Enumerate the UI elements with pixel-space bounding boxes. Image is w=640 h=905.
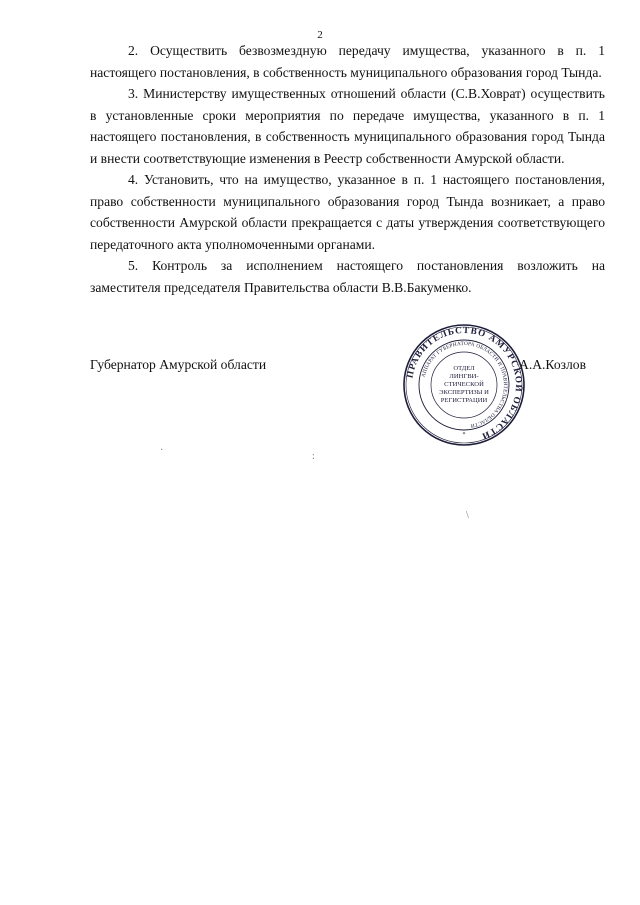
seal-center-text xyxy=(439,365,489,404)
signatory-position: Губернатор Амурской области xyxy=(90,357,267,372)
page-number: 2 xyxy=(317,29,323,41)
seal-center-line: РЕГИСТРАЦИИ xyxy=(440,397,488,404)
scan-dot: · xyxy=(160,445,164,456)
svg-text:*: * xyxy=(462,432,466,438)
official-seal xyxy=(402,323,526,447)
paragraph-3: 3. Министерству имущественных отношений области (С.В.Ховрат) осуществить в установленные сроки мероприятия по передаче имущества, указанного в п. 1 настоящего постановления, в собственность муниципального образования город Тында и внести соответствующие изменения в Реестр собственности Амурской области. xyxy=(90,86,605,166)
decree-body xyxy=(90,40,605,298)
seal-center-line: ОТДЕЛ xyxy=(453,365,475,372)
paragraph-2: 2. Осуществить безвозмездную передачу имущества, указанного в п. 1 настоящего постановления, в собственность муниципального образования город Тында. xyxy=(90,43,605,80)
scan-mark: : xyxy=(312,451,315,462)
seal-center-line: ЛИНГВИ- xyxy=(449,373,479,380)
seal-center-line: ЭКСПЕРТИЗЫ И xyxy=(439,389,489,396)
signatory-name: А.А.Козлов xyxy=(519,357,586,372)
seal-inner-text: АППАРАТ ГУБЕРНАТОРА ОБЛАСТИ И ПРАВИТЕЛЬСТВА ОБЛАСТИ xyxy=(420,340,509,429)
seal-outer-text: ПРАВИТЕЛЬСТВО АМУРСКОЙ ОБЛАСТИ xyxy=(404,324,525,442)
paragraph-5: 5. Контроль за исполнением настоящего постановления возложить на заместителя председателя Правительства области В.В.Бакуменко. xyxy=(90,258,605,295)
seal-center-line: СТИЧЕСКОЙ xyxy=(444,381,484,388)
scan-tick: \ xyxy=(466,510,469,521)
paragraph-4: 4. Установить, что на имущество, указанное в п. 1 настоящего постановления, право собственности муниципального образования город Тында возникает, а право собственности Амурской области прекращается с даты утверждения соответствующего передаточного акта уполномоченными органами. xyxy=(90,172,605,252)
